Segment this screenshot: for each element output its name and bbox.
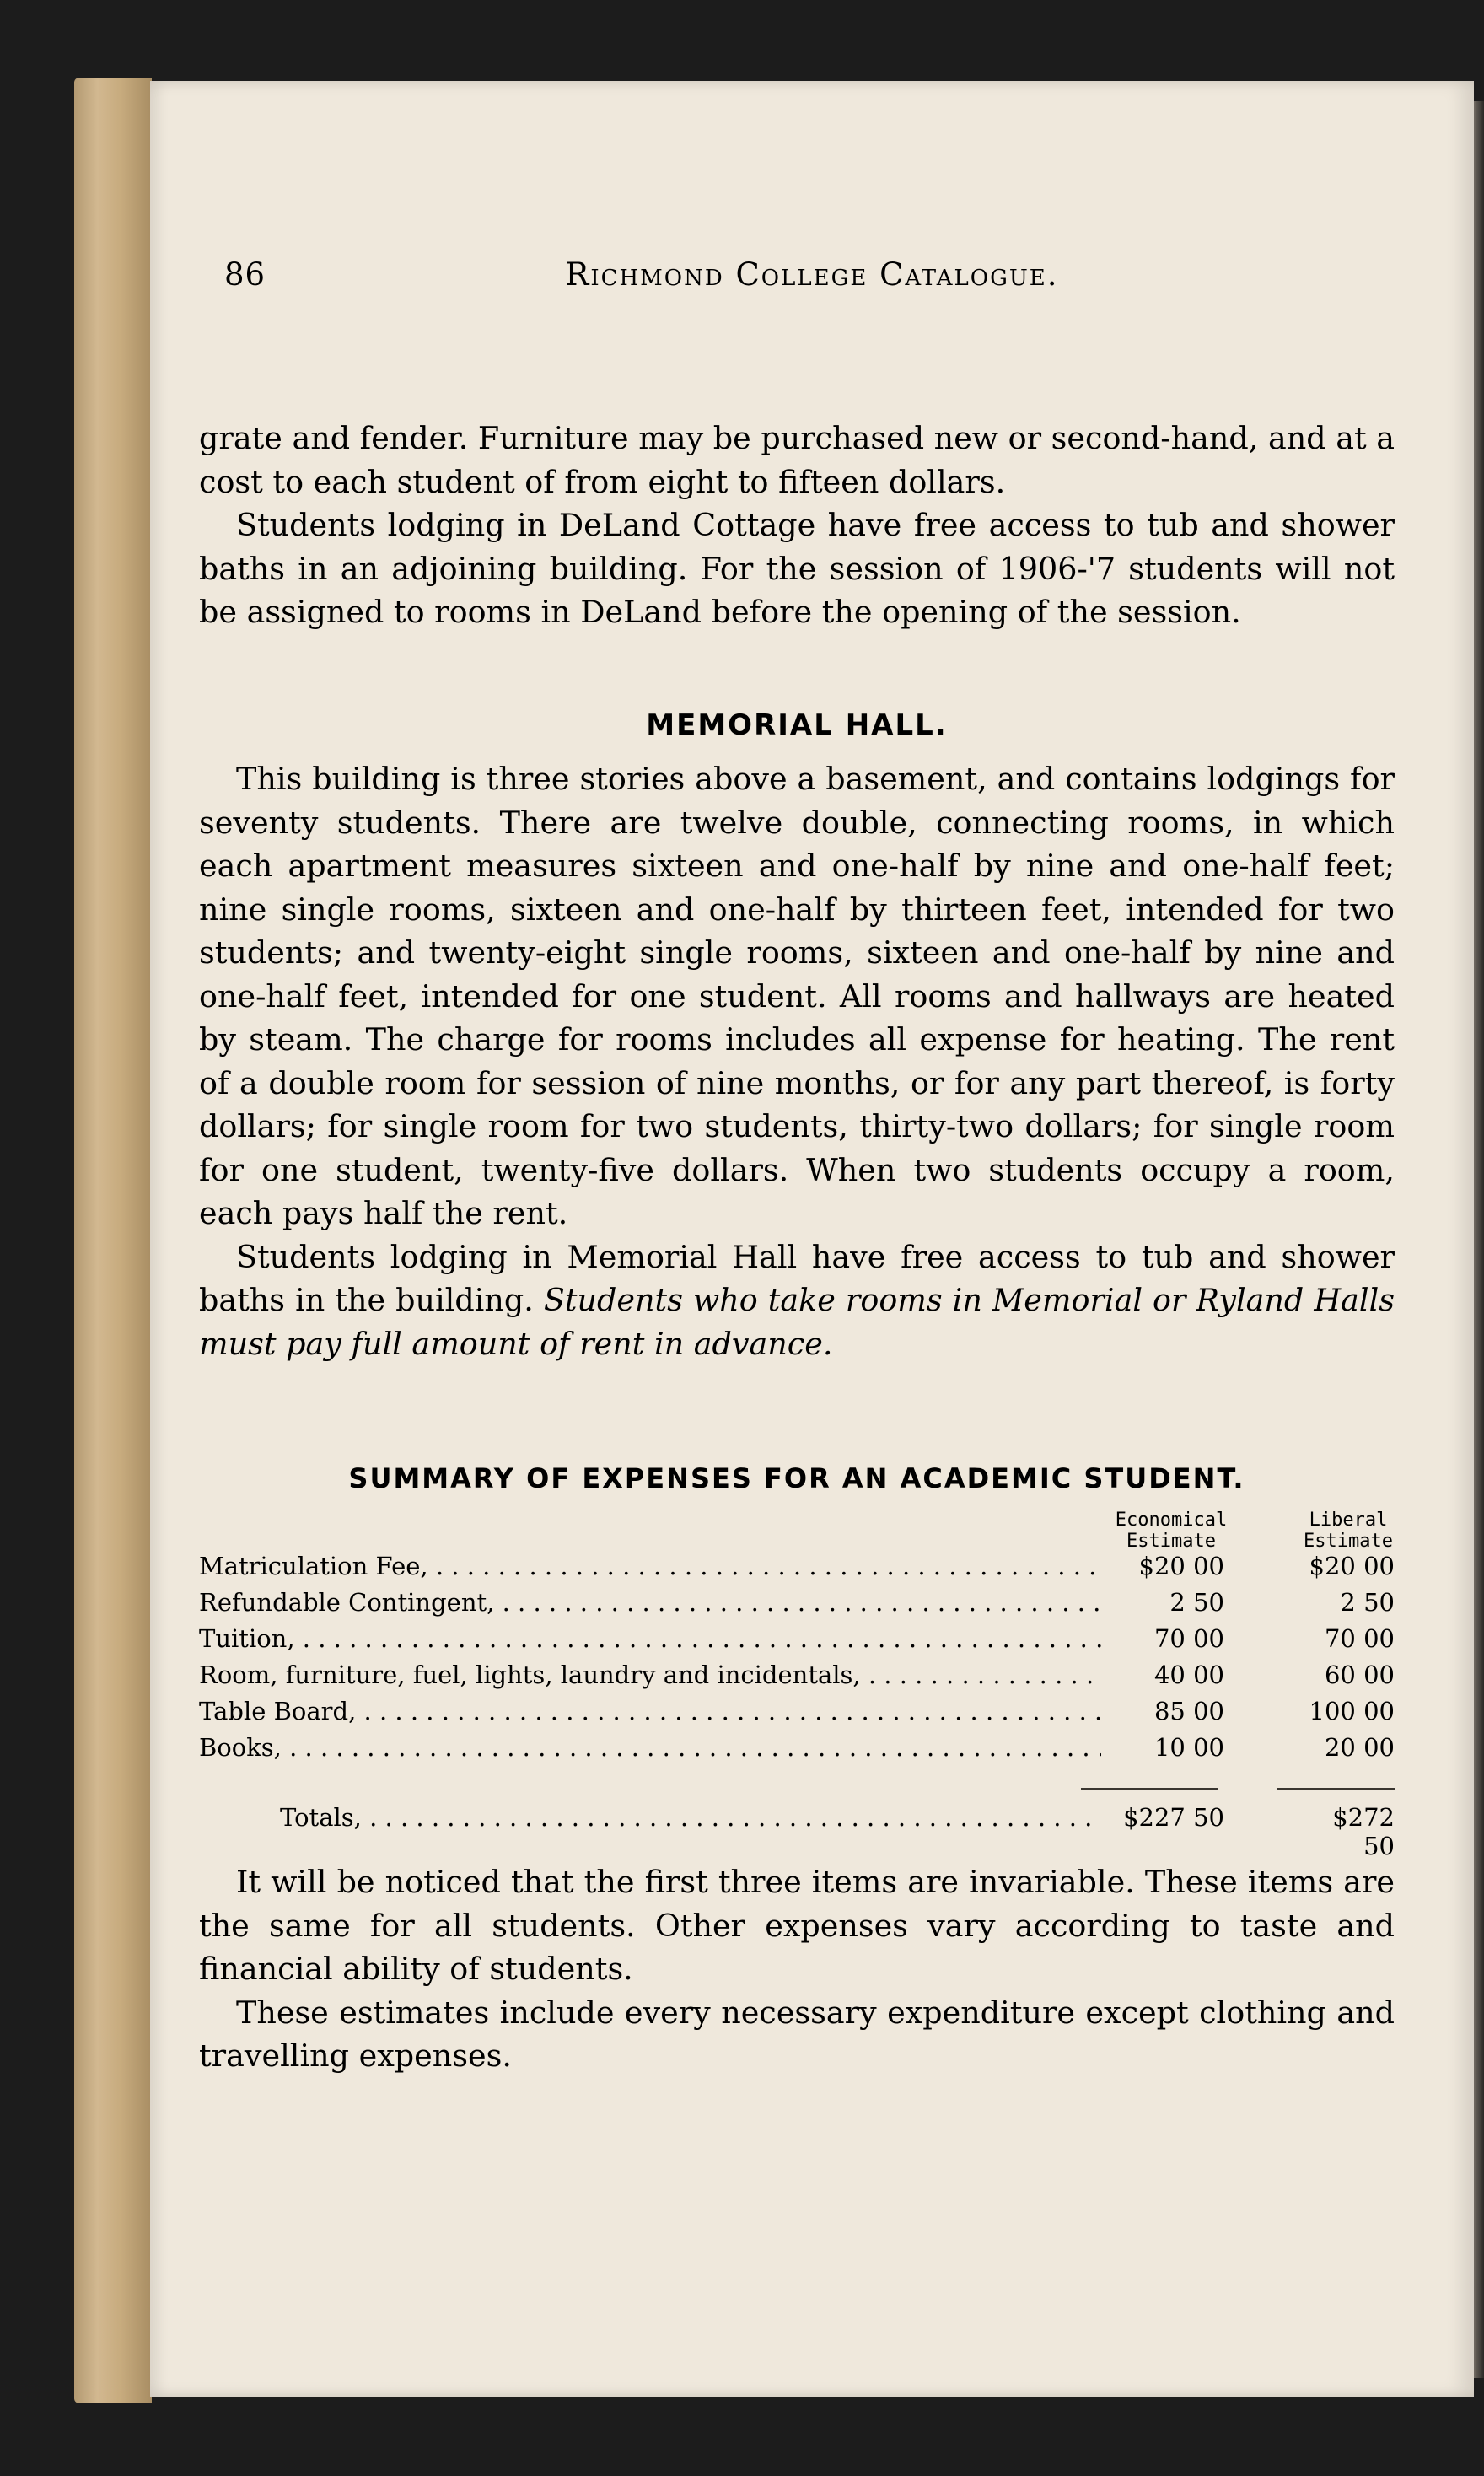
paragraph-memorial-baths-plain: Students lodging in Memorial Hall have free access to tub and shower baths in the building. xyxy=(199,1238,1395,1318)
liberal-header-line2: Estimate xyxy=(1304,1531,1393,1552)
paragraph-continuation: grate and fender. Furniture may be purchased new or second-hand, and at a cost to each student of from eight to fifteen dollars. xyxy=(199,420,1395,500)
row-label: Table Board, xyxy=(199,1697,357,1725)
economical-column-header xyxy=(1091,1510,1251,1552)
row-label: Tuition, xyxy=(199,1624,295,1653)
liberal-value: $20 00 xyxy=(1309,1552,1395,1580)
running-title: Richmond College Catalogue. xyxy=(565,256,1059,293)
liberal-header-line1: Liberal xyxy=(1309,1510,1388,1531)
text-block-memorial xyxy=(199,757,1395,1365)
table-row xyxy=(199,1733,1395,1767)
economical-header-line2: Estimate xyxy=(1126,1531,1216,1552)
economical-value: 85 00 xyxy=(1101,1697,1224,1725)
totals-rule-economical xyxy=(1081,1788,1218,1790)
paragraph-memorial-baths-italic: Students who take rooms in Memorial or Ryland Halls must pay full amount of rent in advance. xyxy=(199,1282,1395,1362)
economical-header-line1: Economical xyxy=(1115,1510,1228,1531)
economical-value: 10 00 xyxy=(1101,1733,1224,1762)
running-head xyxy=(224,256,1400,299)
liberal-total: $272 50 xyxy=(1332,1803,1395,1860)
table-row xyxy=(199,1697,1395,1731)
economical-value: 2 50 xyxy=(1101,1588,1224,1617)
totals-rule-liberal xyxy=(1277,1788,1395,1790)
liberal-value: 70 00 xyxy=(1324,1624,1395,1653)
paragraph-memorial-hall: This building is three stories above a basement, and contains lodgings for seventy students. There are twelve double, connecting rooms, in which each apartment measures sixteen and one-half by nine and one-half feet; nine single rooms, sixteen and one-half by thirteen feet, intended for two students; and twenty-eight single rooms, sixteen and one-half by nine and one-half feet, intended for one student. All rooms and hallways are heated by steam. The charge for rooms includes all expense for heating. The rent of a double room for session of nine months, or for any part thereof, is forty dollars; for single room for two students, thirty-two dollars; for single room for one student, twenty-five dollars. When two students occupy a room, each pays half the rent. xyxy=(199,761,1395,1231)
liberal-value: 2 50 xyxy=(1340,1588,1395,1617)
table-row xyxy=(199,1588,1395,1622)
row-label: Matriculation Fee, xyxy=(199,1552,428,1580)
paragraph-deland-cottage: Students lodging in DeLand Cottage have free access to tub and shower baths in an adjoining building. For the session of 1906-'7 students will not be assigned to rooms in DeLand before the opening of the session. xyxy=(199,507,1395,630)
paragraph-memorial-baths xyxy=(199,1235,1395,1366)
table-row xyxy=(199,1661,1395,1694)
liberal-value: 20 00 xyxy=(1324,1733,1395,1762)
summary-heading: SUMMARY OF EXPENSES FOR AN ACADEMIC STUDENT. xyxy=(348,1462,1245,1494)
book-spine-edge xyxy=(74,78,152,2403)
table-row xyxy=(199,1624,1395,1658)
row-label: Room, furniture, fuel, lights, laundry and incidentals, xyxy=(199,1661,861,1689)
economical-value: 40 00 xyxy=(1101,1661,1224,1689)
text-block-top xyxy=(199,417,1395,634)
row-label: Refundable Contingent, xyxy=(199,1588,495,1617)
paragraph-estimates-note: These estimates include every necessary expenditure except clothing and travelling expenses. xyxy=(199,1994,1395,2074)
text-block-bottom xyxy=(199,1860,1395,2078)
economical-value: 70 00 xyxy=(1101,1624,1224,1653)
row-label: Books, xyxy=(199,1733,282,1762)
paragraph-invariable-items: It will be noticed that the first three items are invariable. These items are the same for all students. Other expenses vary according to taste and financial ability of students. xyxy=(199,1864,1395,1987)
page-number: 86 xyxy=(224,256,266,293)
economical-value: $20 00 xyxy=(1101,1552,1224,1580)
section-heading-memorial-hall: MEMORIAL HALL. xyxy=(646,708,948,742)
liberal-column-header xyxy=(1285,1510,1411,1552)
liberal-value: 60 00 xyxy=(1324,1661,1395,1689)
economical-total: $227 50 xyxy=(1101,1803,1224,1832)
liberal-value: 100 00 xyxy=(1309,1697,1395,1725)
totals-label: Totals, xyxy=(280,1803,362,1832)
totals-row xyxy=(199,1803,1395,1860)
table-row xyxy=(199,1552,1395,1585)
